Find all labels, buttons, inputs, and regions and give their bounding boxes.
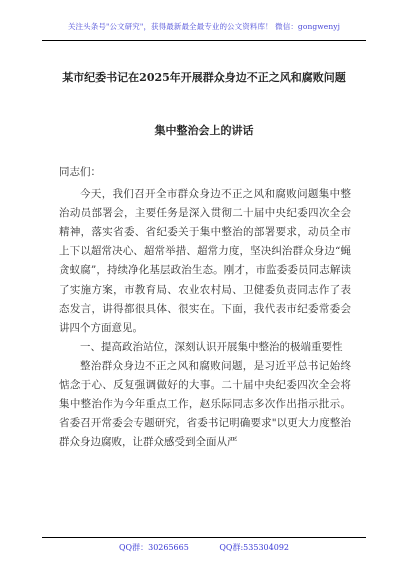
header-note: 关注头条号"公文研究"，获得最新最全最专业的公文资料库！ 微信：gongwenyj bbox=[67, 22, 341, 31]
document-title-line2: 集中整治会上的讲话 bbox=[154, 124, 254, 137]
footer bbox=[0, 542, 408, 553]
document-title-line1: 某市纪委书记在2025年开展群众身边不正之风和腐败问题 bbox=[62, 71, 346, 84]
footer-qq-group-1: QQ群：30265665 bbox=[118, 543, 189, 552]
footer-qq-group-2: QQ群:535304092 bbox=[219, 543, 289, 552]
header-divider bbox=[42, 40, 366, 41]
greeting: 同志们： bbox=[59, 166, 101, 178]
footer-divider bbox=[42, 537, 366, 538]
paragraph-section-1: 整治群众身边不正之风和腐败问题，是习近平总书记始终惦念于心、反复强调做好的大事。二十届中央纪委四次全会将集中整治作为今年重点工作，赵乐际同志多次作出指示批示。省委召开常委会专题研究，省委书记明确要求"以更大力度整治群众身边腐败，让群众感受到全面从严 bbox=[59, 359, 351, 449]
document-body bbox=[59, 163, 351, 452]
section-heading-1: 一、提高政治站位，深刻认识开展集中整治的极端重要性 bbox=[80, 340, 343, 353]
paragraph-intro: 今天，我们召开全市群众身边不正之风和腐败问题集中整治动员部署会，主要任务是深入贯彻二十届中央纪委四次全会精神，落实省委、省纪委关于集中整治的部署要求，动员全市上下以超常决心、超常举措、超常力度，坚决纠治群众身边“蝇贪蚁腐”，持续净化基层政治生态。刚才，市监委委员同志解读了实施方案，市教育局、农业农村局、卫健委负责同志作了表态发言，讲得都很具体、很实在。下面，我代表市纪委常委会讲四个方面意见。 bbox=[59, 188, 351, 334]
